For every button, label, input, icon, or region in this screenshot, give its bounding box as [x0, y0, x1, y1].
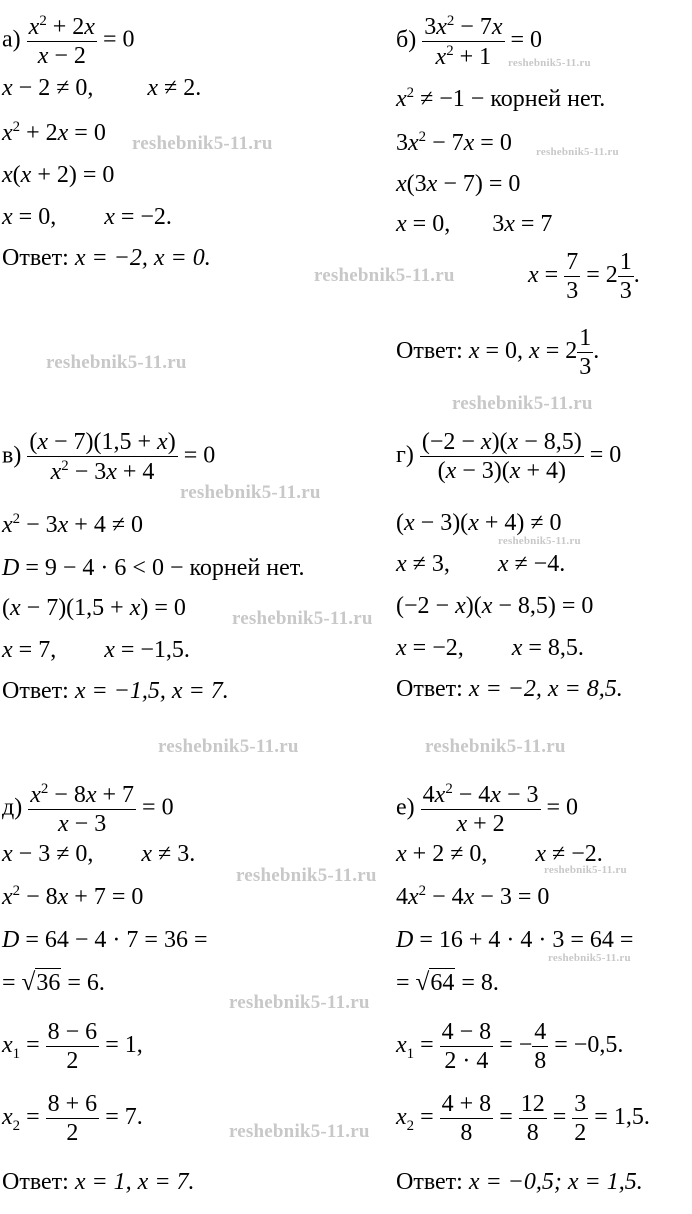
fraction-a: $\frac{x^2 + 2x}{x - 2}$: [28, 13, 95, 69]
equation-b: б) $\frac{3x^2 - 7x}{x^2 + 1}$ = 0: [396, 13, 543, 70]
watermark: reshebnik5-11.ru: [232, 608, 373, 629]
step-b-1: $x^2 \ne -1$ − корней нет.: [396, 85, 606, 112]
step-a-4: x = 0, x = −2.: [2, 204, 172, 230]
answer-g: Ответ: x = −2, x = 8,5.: [396, 676, 623, 702]
no-roots-v: корней нет.: [189, 555, 305, 581]
label-a: а): [2, 26, 21, 53]
watermark: reshebnik5-11.ru: [236, 865, 377, 886]
watermark: reshebnik5-11.ru: [536, 146, 619, 158]
answer-e-values: x = −0,5; x = 1,5.: [468, 1169, 643, 1195]
watermark: reshebnik5-11.ru: [158, 736, 299, 757]
answer-d: Ответ: x = 1, x = 7.: [2, 1169, 195, 1195]
step-v-4: x = 7, x = −1,5.: [2, 637, 190, 663]
answer-a: [2, 246, 211, 270]
watermark: reshebnik5-11.ru: [544, 864, 627, 876]
watermark: reshebnik5-11.ru: [498, 535, 581, 547]
step-d-3: D = 64 − 4 · 7 = 36 =: [2, 927, 208, 953]
step-d-4: = √36 = 6.: [2, 969, 105, 996]
step-g-2: x ≠ 3, x ≠ −4.: [396, 551, 566, 577]
watermark: reshebnik5-11.ru: [425, 736, 566, 757]
step-e-4: = √64 = 8.: [396, 969, 499, 996]
step-b-3: x(3x − 7) = 0: [396, 171, 521, 197]
label-b: б): [396, 27, 417, 54]
equation-v: в) $\frac{(x - 7)(1,5 + x)}{x^2 - 3x + 4}$ = 0: [2, 429, 216, 485]
step-a-1: x − 2 ≠ 0, x ≠ 2.: [2, 75, 202, 101]
step-b-5: x = $\frac{7}{3}$ = 2 $\frac{1}{3}$ .: [528, 249, 640, 304]
answer-d-values: x = 1, x = 7.: [74, 1169, 195, 1195]
equation-g: г) $\frac{(-2 - x)(x - 8,5)}{(x - 3)(x + 4)}$ = 0: [396, 429, 622, 484]
answer-word: Ответ:: [2, 245, 69, 271]
fraction-g: $\frac{(-2 - x)(x - 8,5)}{(x - 3)(x + 4)}$: [421, 429, 582, 484]
watermark: reshebnik5-11.ru: [132, 133, 273, 154]
step-d-5: $x_1$ = $\frac{8 - 6}{2}$ = 1,: [2, 1019, 143, 1074]
step-a-3: x(x + 2) = 0: [2, 162, 115, 188]
step-d-6: $x_2$ = $\frac{8 + 6}{2}$ = 7.: [2, 1091, 143, 1146]
step-v-2: D = 9 − 4 · 6 < 0 − корней нет.: [2, 555, 305, 581]
watermark: reshebnik5-11.ru: [180, 482, 321, 503]
fraction-e: $\frac{4x^2 - 4x - 3}{x + 2}$: [422, 781, 539, 837]
watermark: reshebnik5-11.ru: [314, 265, 455, 286]
label-v: в): [2, 442, 22, 469]
watermark: reshebnik5-11.ru: [548, 952, 631, 964]
answer-b-int: 2: [565, 338, 578, 365]
answer-e: Ответ: x = −0,5; x = 1,5.: [396, 1169, 643, 1195]
watermark: reshebnik5-11.ru: [452, 393, 593, 414]
step-b-2: $3x^2 - 7x = 0$: [396, 129, 512, 156]
equation-a: а) $\frac{x^2 + 2x}{x - 2}$ = 0: [2, 13, 135, 69]
sqrt-64: √64: [415, 969, 455, 996]
no-roots-b: корней нет.: [490, 86, 606, 112]
answer-b-frac: $\frac{1}{3}$: [579, 325, 592, 380]
sqrt-36: √36: [21, 969, 61, 996]
step-g-3: (−2 − x)(x − 8,5) = 0: [396, 593, 594, 619]
step-v-1: $x^2 - 3x + 4 \ne 0$: [2, 511, 144, 538]
answer-a-values: x = −2, x = 0.: [74, 245, 211, 271]
equation-e: е) $\frac{4x^2 - 4x - 3}{x + 2}$ = 0: [396, 781, 579, 837]
watermark: reshebnik5-11.ru: [229, 1121, 370, 1142]
answer-g-values: x = −2, x = 8,5.: [468, 676, 623, 702]
fraction-v: $\frac{(x - 7)(1,5 + x)}{x^2 - 3x + 4}$: [29, 429, 176, 485]
step-g-1: (x − 3)(x + 4) ≠ 0: [396, 510, 562, 536]
fraction-b: $\frac{3x^2 - 7x}{x^2 + 1}$: [424, 13, 503, 70]
watermark: reshebnik5-11.ru: [229, 992, 370, 1013]
label-g: г): [396, 442, 414, 469]
watermark: reshebnik5-11.ru: [508, 57, 591, 69]
label-e: е): [396, 794, 415, 821]
equation-d: д) $\frac{x^2 - 8x + 7}{x - 3}$ = 0: [2, 781, 174, 837]
answer-v: Ответ: x = −1,5, x = 7.: [2, 678, 229, 704]
label-d: д): [2, 794, 23, 821]
step-e-2: $4x^2 - 4x - 3 = 0$: [396, 883, 550, 910]
watermark: reshebnik5-11.ru: [46, 352, 187, 373]
step-a-2: $x^2 + 2x = 0$: [2, 119, 106, 146]
step-e-1: x + 2 ≠ 0, x ≠ −2.: [396, 841, 603, 867]
step-g-4: x = −2, x = 8,5.: [396, 635, 584, 661]
step-d-1: x − 3 ≠ 0, x ≠ 3.: [2, 841, 196, 867]
step-e-3: D = 16 + 4 · 4 · 3 = 64 =: [396, 927, 634, 953]
step-e-5: $x_1$ = $\frac{4 - 8}{2 \cdot 4}$ = − $\frac{4}{8}$ = −0,5.: [396, 1019, 624, 1074]
step-d-2: $x^2 - 8x + 7 = 0$: [2, 883, 144, 910]
step-e-6: $x_2$ = $\frac{4 + 8}{8}$ = $\frac{12}{8}$ = $\frac{3}{2}$ = 1,5.: [396, 1091, 650, 1146]
fraction-d: $\frac{x^2 - 8x + 7}{x - 3}$: [30, 781, 135, 837]
step-b-4: x = 0, 3x = 7: [396, 211, 553, 237]
answer-b: Ответ: x = 0, x = 2 $\frac{1}{3}$ .: [396, 325, 600, 380]
answer-v-values: x = −1,5, x = 7.: [74, 678, 229, 704]
step-v-3: (x − 7)(1,5 + x) = 0: [2, 595, 186, 621]
